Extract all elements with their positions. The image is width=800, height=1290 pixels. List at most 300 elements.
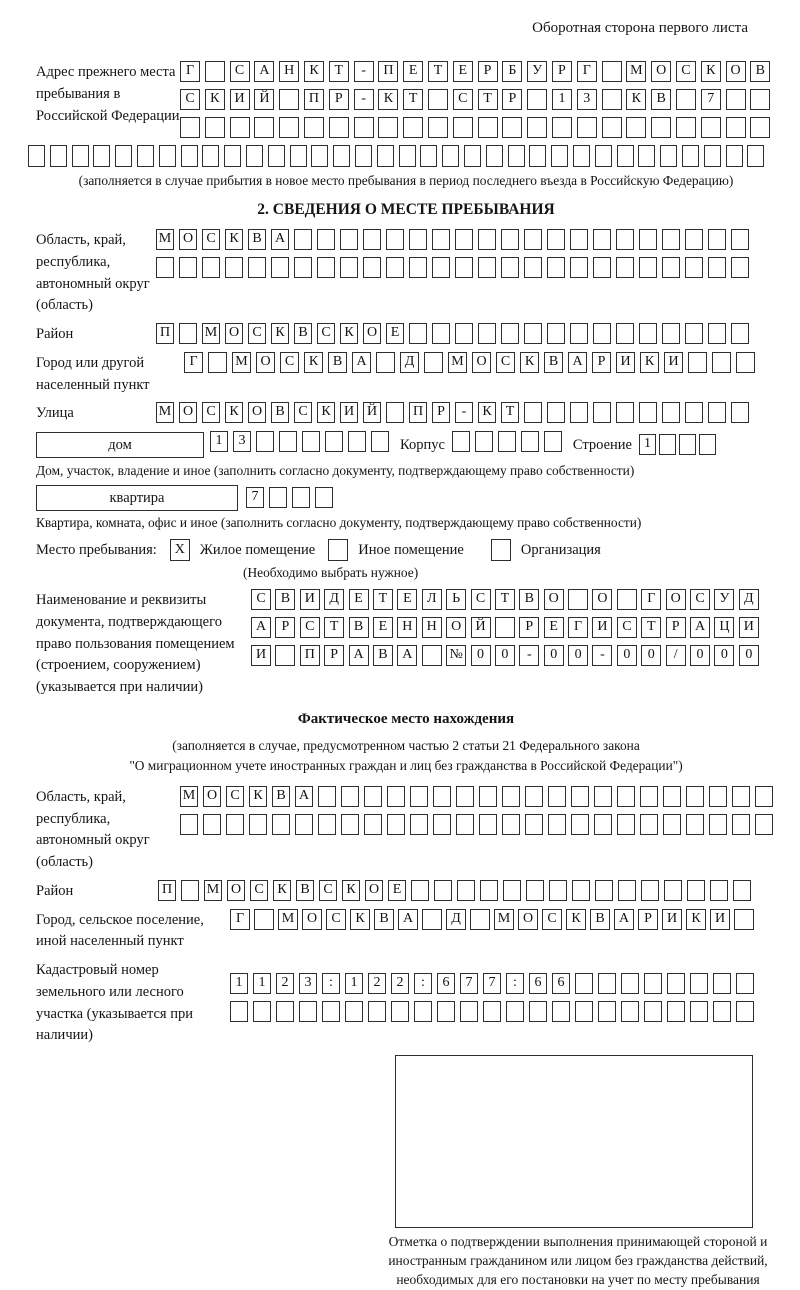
- char-cell[interactable]: А: [398, 909, 418, 930]
- char-cell[interactable]: [501, 257, 519, 278]
- char-cell[interactable]: [341, 786, 359, 807]
- char-cell[interactable]: [552, 1001, 570, 1022]
- char-cell[interactable]: [524, 402, 542, 423]
- char-cell[interactable]: И: [592, 617, 612, 638]
- char-cell[interactable]: [452, 431, 470, 452]
- char-cell[interactable]: [181, 880, 199, 901]
- char-cell[interactable]: С: [202, 229, 220, 250]
- char-cell[interactable]: [621, 1001, 639, 1022]
- char-cell[interactable]: [713, 973, 731, 994]
- char-cell[interactable]: В: [519, 589, 539, 610]
- char-cell[interactable]: Н: [422, 617, 442, 638]
- char-cell[interactable]: [432, 257, 450, 278]
- char-cell[interactable]: О: [227, 880, 245, 901]
- char-cell[interactable]: [478, 323, 496, 344]
- char-cell[interactable]: А: [614, 909, 634, 930]
- char-cell[interactable]: С: [250, 880, 268, 901]
- char-cell[interactable]: Е: [388, 880, 406, 901]
- char-cell[interactable]: [460, 1001, 478, 1022]
- char-cell[interactable]: У: [714, 589, 734, 610]
- char-cell[interactable]: [230, 1001, 248, 1022]
- char-cell[interactable]: [28, 145, 45, 167]
- char-cell[interactable]: К: [520, 352, 539, 373]
- char-cell[interactable]: И: [710, 909, 730, 930]
- char-cell[interactable]: [295, 814, 313, 835]
- char-cell[interactable]: А: [397, 645, 417, 666]
- char-cell[interactable]: Т: [329, 61, 349, 82]
- char-cell[interactable]: [667, 973, 685, 994]
- char-cell[interactable]: [202, 145, 219, 167]
- char-cell[interactable]: [709, 786, 727, 807]
- char-cell[interactable]: 2: [368, 973, 386, 994]
- char-cell[interactable]: [501, 229, 519, 250]
- char-cell[interactable]: [639, 402, 657, 423]
- char-cell[interactable]: 1: [253, 973, 271, 994]
- char-cell[interactable]: С: [294, 402, 312, 423]
- char-cell[interactable]: [602, 89, 622, 110]
- char-cell[interactable]: [422, 909, 442, 930]
- char-cell[interactable]: И: [230, 89, 250, 110]
- char-cell[interactable]: Д: [400, 352, 419, 373]
- char-cell[interactable]: [662, 257, 680, 278]
- char-cell[interactable]: [593, 257, 611, 278]
- char-cell[interactable]: [551, 145, 568, 167]
- char-cell[interactable]: Р: [329, 89, 349, 110]
- char-cell[interactable]: М: [278, 909, 298, 930]
- char-cell[interactable]: [639, 257, 657, 278]
- char-cell[interactable]: [203, 814, 221, 835]
- char-cell[interactable]: [593, 402, 611, 423]
- char-cell[interactable]: [663, 814, 681, 835]
- char-cell[interactable]: [595, 145, 612, 167]
- char-cell[interactable]: :: [506, 973, 524, 994]
- char-cell[interactable]: [387, 786, 405, 807]
- char-cell[interactable]: Д: [739, 589, 759, 610]
- char-cell[interactable]: [480, 880, 498, 901]
- char-cell[interactable]: [437, 1001, 455, 1022]
- char-cell[interactable]: 6: [552, 973, 570, 994]
- char-cell[interactable]: О: [248, 402, 266, 423]
- char-cell[interactable]: [409, 257, 427, 278]
- char-cell[interactable]: [593, 229, 611, 250]
- char-cell[interactable]: В: [328, 352, 347, 373]
- char-cell[interactable]: О: [256, 352, 275, 373]
- char-cell[interactable]: С: [617, 617, 637, 638]
- char-cell[interactable]: [616, 229, 634, 250]
- char-cell[interactable]: [340, 229, 358, 250]
- char-cell[interactable]: Е: [373, 617, 393, 638]
- char-cell[interactable]: [685, 323, 703, 344]
- char-cell[interactable]: [570, 257, 588, 278]
- char-cell[interactable]: [713, 1001, 731, 1022]
- char-cell[interactable]: [736, 973, 754, 994]
- char-cell[interactable]: [575, 973, 593, 994]
- char-cell[interactable]: [410, 814, 428, 835]
- char-cell[interactable]: [137, 145, 154, 167]
- char-cell[interactable]: [180, 117, 200, 138]
- char-cell[interactable]: [363, 229, 381, 250]
- char-cell[interactable]: [572, 880, 590, 901]
- char-cell[interactable]: И: [664, 352, 683, 373]
- char-cell[interactable]: [594, 814, 612, 835]
- char-cell[interactable]: [455, 323, 473, 344]
- char-cell[interactable]: [708, 257, 726, 278]
- char-cell[interactable]: С: [226, 786, 244, 807]
- char-cell[interactable]: [256, 431, 274, 452]
- char-cell[interactable]: [616, 257, 634, 278]
- char-cell[interactable]: [433, 814, 451, 835]
- char-cell[interactable]: [428, 117, 448, 138]
- char-cell[interactable]: 1: [552, 89, 572, 110]
- char-cell[interactable]: А: [349, 645, 369, 666]
- char-cell[interactable]: [639, 229, 657, 250]
- char-cell[interactable]: И: [616, 352, 635, 373]
- char-cell[interactable]: [621, 973, 639, 994]
- char-cell[interactable]: [325, 431, 343, 452]
- char-cell[interactable]: [502, 117, 522, 138]
- char-cell[interactable]: В: [271, 402, 289, 423]
- char-cell[interactable]: [679, 434, 696, 455]
- char-cell[interactable]: [456, 786, 474, 807]
- char-cell[interactable]: Р: [432, 402, 450, 423]
- char-cell[interactable]: [616, 323, 634, 344]
- char-cell[interactable]: Г: [577, 61, 597, 82]
- char-cell[interactable]: [644, 1001, 662, 1022]
- char-cell[interactable]: [478, 229, 496, 250]
- char-cell[interactable]: Т: [403, 89, 423, 110]
- char-cell[interactable]: [595, 880, 613, 901]
- char-cell[interactable]: [602, 61, 622, 82]
- char-cell[interactable]: [747, 145, 764, 167]
- char-cell[interactable]: [626, 117, 646, 138]
- char-cell[interactable]: [709, 814, 727, 835]
- char-cell[interactable]: [527, 89, 547, 110]
- char-cell[interactable]: [205, 117, 225, 138]
- char-cell[interactable]: М: [180, 786, 198, 807]
- char-cell[interactable]: [755, 814, 773, 835]
- char-cell[interactable]: В: [248, 229, 266, 250]
- char-cell[interactable]: [246, 145, 263, 167]
- char-cell[interactable]: [348, 431, 366, 452]
- char-cell[interactable]: С: [471, 589, 491, 610]
- char-cell[interactable]: [424, 352, 443, 373]
- char-cell[interactable]: [690, 1001, 708, 1022]
- char-cell[interactable]: О: [365, 880, 383, 901]
- char-cell[interactable]: [304, 117, 324, 138]
- char-cell[interactable]: П: [378, 61, 398, 82]
- char-cell[interactable]: [690, 973, 708, 994]
- char-cell[interactable]: В: [544, 352, 563, 373]
- char-cell[interactable]: И: [340, 402, 358, 423]
- char-cell[interactable]: [685, 402, 703, 423]
- char-cell[interactable]: [663, 786, 681, 807]
- char-cell[interactable]: [731, 402, 749, 423]
- char-cell[interactable]: [731, 257, 749, 278]
- char-cell[interactable]: К: [317, 402, 335, 423]
- char-cell[interactable]: [501, 323, 519, 344]
- char-cell[interactable]: [315, 487, 333, 508]
- char-cell[interactable]: М: [626, 61, 646, 82]
- char-cell[interactable]: [686, 814, 704, 835]
- char-cell[interactable]: К: [249, 786, 267, 807]
- char-cell[interactable]: В: [275, 589, 295, 610]
- char-cell[interactable]: [224, 145, 241, 167]
- char-cell[interactable]: 7: [460, 973, 478, 994]
- char-cell[interactable]: О: [179, 229, 197, 250]
- char-cell[interactable]: [254, 909, 274, 930]
- char-cell[interactable]: [732, 786, 750, 807]
- char-cell[interactable]: [676, 117, 696, 138]
- char-cell[interactable]: К: [225, 402, 243, 423]
- char-cell[interactable]: -: [354, 89, 374, 110]
- char-cell[interactable]: [617, 814, 635, 835]
- char-cell[interactable]: [253, 1001, 271, 1022]
- char-cell[interactable]: Й: [471, 617, 491, 638]
- char-cell[interactable]: И: [739, 617, 759, 638]
- char-cell[interactable]: [387, 814, 405, 835]
- char-cell[interactable]: [708, 229, 726, 250]
- char-cell[interactable]: С: [676, 61, 696, 82]
- char-cell[interactable]: Р: [324, 645, 344, 666]
- char-cell[interactable]: Е: [403, 61, 423, 82]
- char-cell[interactable]: О: [544, 589, 564, 610]
- char-cell[interactable]: Р: [519, 617, 539, 638]
- char-cell[interactable]: [420, 145, 437, 167]
- char-cell[interactable]: /: [666, 645, 686, 666]
- char-cell[interactable]: 0: [495, 645, 515, 666]
- char-cell[interactable]: А: [295, 786, 313, 807]
- char-cell[interactable]: [386, 229, 404, 250]
- char-cell[interactable]: Т: [495, 589, 515, 610]
- char-cell[interactable]: 0: [739, 645, 759, 666]
- char-cell[interactable]: [333, 145, 350, 167]
- char-cell[interactable]: [225, 257, 243, 278]
- char-cell[interactable]: П: [300, 645, 320, 666]
- char-cell[interactable]: [548, 814, 566, 835]
- char-cell[interactable]: Т: [324, 617, 344, 638]
- char-cell[interactable]: [676, 89, 696, 110]
- char-cell[interactable]: [521, 431, 539, 452]
- char-cell[interactable]: [547, 257, 565, 278]
- char-cell[interactable]: Е: [397, 589, 417, 610]
- char-cell[interactable]: 1: [210, 431, 228, 452]
- char-cell[interactable]: [181, 145, 198, 167]
- char-cell[interactable]: [640, 814, 658, 835]
- char-cell[interactable]: [686, 786, 704, 807]
- char-cell[interactable]: Н: [397, 617, 417, 638]
- char-cell[interactable]: 0: [568, 645, 588, 666]
- char-cell[interactable]: [524, 257, 542, 278]
- checkbox-other-premises[interactable]: [328, 539, 348, 561]
- char-cell[interactable]: [524, 323, 542, 344]
- char-cell[interactable]: [399, 145, 416, 167]
- char-cell[interactable]: [503, 880, 521, 901]
- char-cell[interactable]: [527, 117, 547, 138]
- char-cell[interactable]: [662, 323, 680, 344]
- char-cell[interactable]: В: [750, 61, 770, 82]
- char-cell[interactable]: Е: [453, 61, 473, 82]
- char-cell[interactable]: [704, 145, 721, 167]
- char-cell[interactable]: [529, 1001, 547, 1022]
- char-cell[interactable]: [548, 786, 566, 807]
- checkbox-residential[interactable]: X: [170, 539, 190, 561]
- char-cell[interactable]: [294, 229, 312, 250]
- char-cell[interactable]: [708, 323, 726, 344]
- char-cell[interactable]: [230, 117, 250, 138]
- char-cell[interactable]: [455, 229, 473, 250]
- char-cell[interactable]: Р: [502, 89, 522, 110]
- char-cell[interactable]: К: [478, 402, 496, 423]
- char-cell[interactable]: [552, 117, 572, 138]
- char-cell[interactable]: К: [378, 89, 398, 110]
- char-cell[interactable]: [311, 145, 328, 167]
- char-cell[interactable]: Б: [502, 61, 522, 82]
- char-cell[interactable]: [442, 145, 459, 167]
- char-cell[interactable]: [279, 431, 297, 452]
- char-cell[interactable]: Р: [275, 617, 295, 638]
- char-cell[interactable]: [272, 814, 290, 835]
- char-cell[interactable]: 1: [639, 434, 656, 455]
- char-cell[interactable]: Т: [641, 617, 661, 638]
- char-cell[interactable]: [433, 786, 451, 807]
- char-cell[interactable]: С: [280, 352, 299, 373]
- char-cell[interactable]: О: [666, 589, 686, 610]
- char-cell[interactable]: [570, 229, 588, 250]
- char-cell[interactable]: [750, 117, 770, 138]
- char-cell[interactable]: [269, 487, 287, 508]
- char-cell[interactable]: [547, 229, 565, 250]
- char-cell[interactable]: [478, 117, 498, 138]
- char-cell[interactable]: -: [455, 402, 473, 423]
- char-cell[interactable]: 1: [230, 973, 248, 994]
- char-cell[interactable]: Е: [386, 323, 404, 344]
- char-cell[interactable]: [208, 352, 227, 373]
- char-cell[interactable]: С: [690, 589, 710, 610]
- char-cell[interactable]: К: [225, 229, 243, 250]
- char-cell[interactable]: [662, 229, 680, 250]
- char-cell[interactable]: [345, 1001, 363, 1022]
- char-cell[interactable]: [271, 257, 289, 278]
- char-cell[interactable]: [179, 323, 197, 344]
- char-cell[interactable]: [594, 786, 612, 807]
- char-cell[interactable]: [502, 786, 520, 807]
- char-cell[interactable]: [688, 352, 707, 373]
- char-cell[interactable]: [731, 229, 749, 250]
- char-cell[interactable]: Т: [478, 89, 498, 110]
- char-cell[interactable]: [708, 402, 726, 423]
- char-cell[interactable]: [376, 352, 395, 373]
- char-cell[interactable]: [667, 1001, 685, 1022]
- char-cell[interactable]: С: [300, 617, 320, 638]
- char-cell[interactable]: [72, 145, 89, 167]
- char-cell[interactable]: О: [518, 909, 538, 930]
- char-cell[interactable]: С: [180, 89, 200, 110]
- char-cell[interactable]: 0: [690, 645, 710, 666]
- char-cell[interactable]: С: [542, 909, 562, 930]
- char-cell[interactable]: У: [527, 61, 547, 82]
- char-cell[interactable]: К: [205, 89, 225, 110]
- char-cell[interactable]: [434, 880, 452, 901]
- char-cell[interactable]: И: [300, 589, 320, 610]
- char-cell[interactable]: [641, 880, 659, 901]
- char-cell[interactable]: Л: [422, 589, 442, 610]
- char-cell[interactable]: [618, 880, 636, 901]
- char-cell[interactable]: [685, 229, 703, 250]
- char-cell[interactable]: [422, 645, 442, 666]
- char-cell[interactable]: А: [690, 617, 710, 638]
- char-cell[interactable]: [329, 117, 349, 138]
- char-cell[interactable]: С: [251, 589, 271, 610]
- char-cell[interactable]: А: [251, 617, 271, 638]
- char-cell[interactable]: [598, 1001, 616, 1022]
- char-cell[interactable]: [205, 61, 225, 82]
- char-cell[interactable]: [318, 786, 336, 807]
- char-cell[interactable]: [202, 257, 220, 278]
- char-cell[interactable]: [570, 402, 588, 423]
- char-cell[interactable]: [354, 117, 374, 138]
- char-cell[interactable]: К: [640, 352, 659, 373]
- char-cell[interactable]: [292, 487, 310, 508]
- char-cell[interactable]: А: [254, 61, 274, 82]
- char-cell[interactable]: [732, 814, 750, 835]
- char-cell[interactable]: [276, 1001, 294, 1022]
- char-cell[interactable]: [544, 431, 562, 452]
- char-cell[interactable]: И: [662, 909, 682, 930]
- char-cell[interactable]: [479, 786, 497, 807]
- char-cell[interactable]: [226, 814, 244, 835]
- char-cell[interactable]: С: [317, 323, 335, 344]
- char-cell[interactable]: Т: [501, 402, 519, 423]
- char-cell[interactable]: П: [409, 402, 427, 423]
- char-cell[interactable]: [386, 257, 404, 278]
- char-cell[interactable]: [602, 117, 622, 138]
- char-cell[interactable]: -: [519, 645, 539, 666]
- char-cell[interactable]: [660, 145, 677, 167]
- char-cell[interactable]: К: [701, 61, 721, 82]
- char-cell[interactable]: [549, 880, 567, 901]
- char-cell[interactable]: [640, 786, 658, 807]
- char-cell[interactable]: [644, 973, 662, 994]
- char-cell[interactable]: С: [230, 61, 250, 82]
- char-cell[interactable]: [664, 880, 682, 901]
- char-cell[interactable]: [736, 352, 755, 373]
- char-cell[interactable]: [617, 589, 637, 610]
- char-cell[interactable]: [156, 257, 174, 278]
- char-cell[interactable]: Д: [324, 589, 344, 610]
- char-cell[interactable]: [495, 617, 515, 638]
- char-cell[interactable]: 0: [471, 645, 491, 666]
- char-cell[interactable]: [290, 145, 307, 167]
- char-cell[interactable]: [731, 323, 749, 344]
- char-cell[interactable]: О: [203, 786, 221, 807]
- char-cell[interactable]: -: [354, 61, 374, 82]
- char-cell[interactable]: [414, 1001, 432, 1022]
- checkbox-organization[interactable]: [491, 539, 511, 561]
- char-cell[interactable]: [617, 145, 634, 167]
- char-cell[interactable]: [368, 1001, 386, 1022]
- char-cell[interactable]: [687, 880, 705, 901]
- char-cell[interactable]: [455, 257, 473, 278]
- char-cell[interactable]: [662, 402, 680, 423]
- char-cell[interactable]: Д: [446, 909, 466, 930]
- char-cell[interactable]: :: [322, 973, 340, 994]
- char-cell[interactable]: М: [202, 323, 220, 344]
- char-cell[interactable]: Р: [478, 61, 498, 82]
- char-cell[interactable]: О: [179, 402, 197, 423]
- char-cell[interactable]: С: [496, 352, 515, 373]
- char-cell[interactable]: 2: [276, 973, 294, 994]
- char-cell[interactable]: [341, 814, 359, 835]
